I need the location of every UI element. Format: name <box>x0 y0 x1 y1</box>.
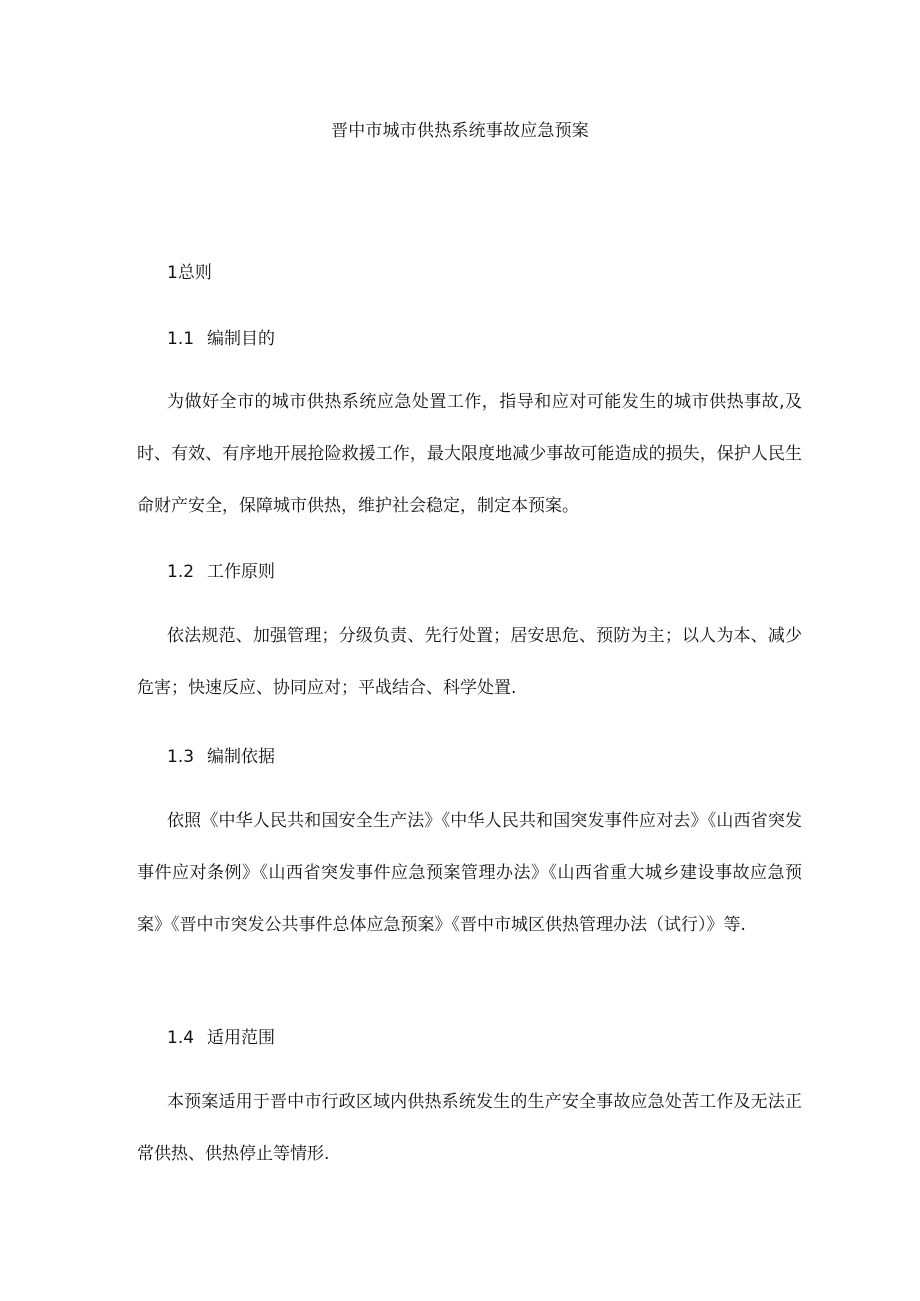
section-number: 1.3 <box>167 747 195 767</box>
section-heading-1-3 <box>167 742 275 767</box>
section-heading-1-1 <box>167 324 275 349</box>
section-heading-1 <box>167 258 212 283</box>
section-title: 工作原则 <box>207 562 275 582</box>
section-number: 1.1 <box>167 329 195 349</box>
section-body-1-1: 为做好全市的城市供热系统应急处置工作，指导和应对可能发生的城市供热事故,及时、有效、有序地开展抢险救援工作，最大限度地减少事故可能造成的损失，保护人民生命财产安全，保障城市供热，维护社会稳定，制定本预案。 <box>137 392 802 516</box>
section-title: 编制目的 <box>207 329 275 349</box>
document-title: 晋中市城市供热系统事故应急预案 <box>331 121 589 141</box>
section-title: 编制依据 <box>207 747 275 767</box>
section-number: 1.4 <box>167 1028 195 1048</box>
section-body-1-2: 依法规范、加强管理；分级负责、先行处置；居安思危、预防为主；以人为本、减少危害；快速反应、协同应对；平战结合、科学处置. <box>137 626 802 698</box>
section-body-1-4: 本预案适用于晋中市行政区域内供热系统发生的生产安全事故应急处苦工作及无法正常供热、供热停止等情形. <box>137 1092 802 1164</box>
section-heading-1-4 <box>167 1023 275 1048</box>
section-heading-1-2 <box>167 557 275 582</box>
section-title: 适用范围 <box>207 1028 275 1048</box>
section-body-1-3: 依照《中华人民共和国安全生产法》《中华人民共和国突发事件应对去》《山西省突发事件应对条例》《山西省突发事件应急预案管理办法》《山西省重大城乡建设事故应急预案》《晋中市突发公共事件总体应急预案》《晋中市城区供热管理办法（试行）》等. <box>137 811 802 935</box>
section-label: 1总则 <box>167 263 212 283</box>
section-number: 1.2 <box>167 562 195 582</box>
